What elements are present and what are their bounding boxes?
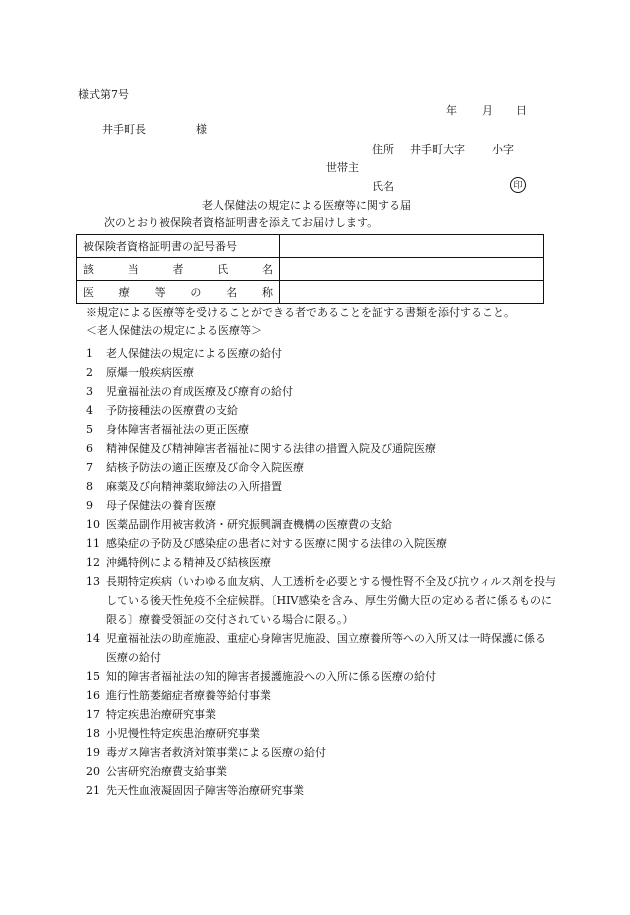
item-text: 母子保健法の養育医療 xyxy=(106,499,216,512)
seal-mark: 印 xyxy=(510,177,526,193)
item-number: 11 xyxy=(86,537,100,550)
attachment-note: ※規定による医療等を受けることができる者であることを証する書類を添付すること。 xyxy=(86,306,515,319)
label-char: 療 xyxy=(118,286,130,299)
addressee-honorific: 様 xyxy=(196,123,207,136)
item-text: 公害研究治療費支給事業 xyxy=(106,765,227,778)
list-item xyxy=(86,420,556,439)
item-number: 12 xyxy=(86,556,100,569)
item-text: 長期特定疾病（いわゆる血友病、人工透析を必要とする慢性腎不全及び抗ウィルス剤を投与している後天性免疫不全症候群。〔HIV感染を含み、厚生労働大臣の定める者に係るものに限る〕療養受領証の交付されている場合に限る。） xyxy=(106,575,557,626)
row-label-person-name xyxy=(77,258,280,281)
row-label-cert-number xyxy=(77,235,280,258)
item-number: 4 xyxy=(86,404,93,417)
label-char: 該 xyxy=(83,263,94,276)
item-number: 15 xyxy=(86,670,100,683)
label-char: 被保険者資格証明書の記号番号 xyxy=(83,240,237,253)
item-text: 予防接種法の医療費の支給 xyxy=(106,404,238,417)
label-char: 医 xyxy=(83,286,94,299)
item-text: 知的障害者福祉法の知的障害者援護施設への入所に係る医療の給付 xyxy=(106,670,436,683)
medical-care-list xyxy=(86,344,556,800)
list-item xyxy=(86,762,556,781)
item-text: 児童福祉法の育成医療及び療育の給付 xyxy=(106,385,293,398)
label-char: の xyxy=(190,286,202,299)
item-number: 21 xyxy=(86,784,100,797)
list-item xyxy=(86,363,556,382)
list-item xyxy=(86,458,556,477)
label-char: 称 xyxy=(261,286,273,299)
list-item xyxy=(86,534,556,553)
address-value: 井手町大字 xyxy=(410,143,465,156)
item-number: 6 xyxy=(86,442,93,455)
address-label: 住所 xyxy=(372,143,394,156)
list-item xyxy=(86,515,556,534)
list-item xyxy=(86,477,556,496)
item-text: 毒ガス障害者救済対策事業による医療の給付 xyxy=(106,746,326,759)
label-char: 等 xyxy=(154,286,166,299)
list-item xyxy=(86,382,556,401)
row-value-cert-number[interactable] xyxy=(280,235,544,258)
list-item xyxy=(86,705,556,724)
row-label-medical-name xyxy=(77,281,280,304)
list-item xyxy=(86,781,556,800)
addressee-name: 井手町長 xyxy=(102,123,146,136)
intro-text: 次のとおり被保険者資格証明書を添えてお届けします。 xyxy=(104,216,379,229)
list-item xyxy=(86,439,556,458)
label-char: 者 xyxy=(172,263,184,276)
form-title: 老人保健法の規定による医療等に関する届 xyxy=(202,199,411,212)
item-number: 20 xyxy=(86,765,100,778)
item-text: 特定疾患治療研究事業 xyxy=(106,708,216,721)
list-item xyxy=(86,401,556,420)
name-label: 氏名 xyxy=(372,180,394,193)
household-head-label: 世帯主 xyxy=(326,161,359,174)
item-text: 麻薬及び向精神薬取締法の入所措置 xyxy=(106,480,282,493)
list-item xyxy=(86,344,556,363)
item-text: 先天性血液凝固因子障害等治療研究事業 xyxy=(106,784,304,797)
list-item xyxy=(86,724,556,743)
item-text: 進行性筋萎縮症者療養等給付事業 xyxy=(106,689,271,702)
row-value-person-name[interactable] xyxy=(280,258,544,281)
label-char: 名 xyxy=(262,263,273,276)
item-text: 小児慢性特定疾患治療研究事業 xyxy=(106,727,260,740)
item-number: 5 xyxy=(86,423,93,436)
item-text: 沖縄特例による精神及び結核医療 xyxy=(106,556,271,569)
list-item xyxy=(86,572,556,629)
item-text: 精神保健及び精神障害者福祉に関する法律の措置入院及び通院医療 xyxy=(106,442,436,455)
list-item xyxy=(86,496,556,515)
item-number: 13 xyxy=(86,575,100,588)
form-number: 様式第7号 xyxy=(78,88,129,101)
info-table xyxy=(76,234,544,304)
item-text: 児童福祉法の助産施設、重症心身障害児施設、国立療養所等への入所又は一時保護に係る医療の給付 xyxy=(106,632,546,664)
item-number: 1 xyxy=(86,347,93,360)
label-char: 名 xyxy=(226,286,238,299)
list-item xyxy=(86,553,556,572)
table-row xyxy=(77,281,544,304)
list-title: ＜老人保健法の規定による医療等＞ xyxy=(86,324,262,337)
table-row xyxy=(77,235,544,258)
item-text: 結核予防法の適正医療及び命令入院医療 xyxy=(106,461,304,474)
item-number: 14 xyxy=(86,632,100,645)
item-number: 18 xyxy=(86,727,100,740)
item-number: 17 xyxy=(86,708,100,721)
table-row xyxy=(77,258,544,281)
label-char: 当 xyxy=(127,263,139,276)
item-number: 8 xyxy=(86,480,93,493)
item-number: 2 xyxy=(86,366,93,379)
date-day-label: 日 xyxy=(516,104,527,117)
item-text: 感染症の予防及び感染症の患者に対する医療に関する法律の入院医療 xyxy=(106,537,447,550)
address-sub: 小字 xyxy=(492,143,514,156)
item-text: 医薬品副作用被害救済・研究振興調査機構の医療費の支給 xyxy=(106,518,392,531)
item-number: 9 xyxy=(86,499,93,512)
date-year-label: 年 xyxy=(446,104,457,117)
list-item xyxy=(86,629,556,667)
list-item xyxy=(86,743,556,762)
list-item xyxy=(86,686,556,705)
label-char: 氏 xyxy=(217,263,229,276)
item-text: 身体障害者福祉法の更正医療 xyxy=(106,423,249,436)
list-item xyxy=(86,667,556,686)
item-number: 3 xyxy=(86,385,93,398)
row-value-medical-name[interactable] xyxy=(280,281,544,304)
item-number: 7 xyxy=(86,461,93,474)
item-text: 原爆一般疾病医療 xyxy=(106,366,194,379)
item-text: 老人保健法の規定による医療の給付 xyxy=(106,347,282,360)
date-month-label: 月 xyxy=(482,104,493,117)
item-number: 19 xyxy=(86,746,100,759)
item-number: 10 xyxy=(86,518,100,531)
item-number: 16 xyxy=(86,689,100,702)
